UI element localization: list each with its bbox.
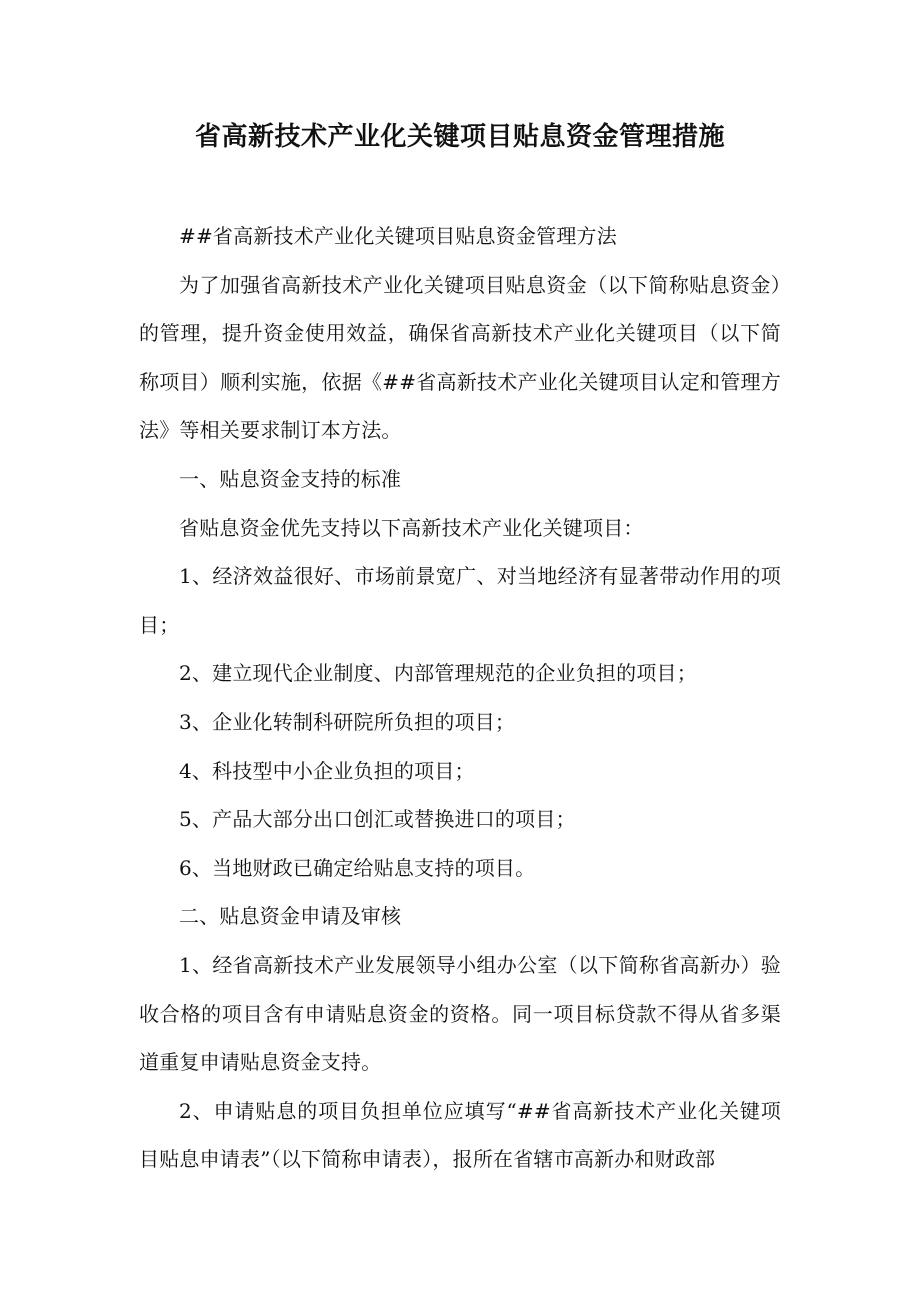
list-item: 1、经省高新技术产业发展领导小组办公室（以下简称省高新办）验收合格的项目含有申请贴息资金的资格。同一项目标贷款不得从省多渠道重复申请贴息资金支持。 (139, 952, 781, 1075)
list-item: 2、申请贴息的项目负担单位应填写“##省高新技术产业化关键项目贴息申请表”（以下简称申请表），报所在省辖市高新办和财政部 (139, 1098, 781, 1172)
section-heading-1: 一、贴息资金支持的标准 (179, 466, 402, 491)
paragraph-heading: ##省高新技术产业化关键项目贴息资金管理方法 (179, 224, 617, 248)
document-title: 省高新技术产业化关键项目贴息资金管理措施 (194, 122, 725, 152)
list-item: 6、当地财政已确定给贴息支持的项目。 (179, 855, 536, 880)
list-item: 4、科技型中小企业负担的项目； (179, 758, 475, 783)
list-item: 3、企业化转制科研院所负担的项目； (179, 709, 516, 734)
paragraph: 省贴息资金优先支持以下高新技术产业化关键项目： (179, 515, 644, 540)
document-body (139, 212, 781, 1184)
list-item: 2、建立现代企业制度、内部管理规范的企业负担的项目； (179, 661, 697, 686)
list-item: 5、产品大部分出口创汇或替换进口的项目； (179, 807, 576, 832)
section-heading-2: 二、贴息资金申请及审核 (179, 904, 402, 929)
paragraph-intro: 为了加强省高新技术产业化关键项目贴息资金（以下简称贴息资金）的管理，提升资金使用效益，确保省高新技术产业化关键项目（以下简称项目）顺利实施，依据《##省高新技术产业化关键项目认定和管理方法》等相关要求制订本方法。 (139, 272, 781, 443)
list-item: 1、经济效益很好、市场前景宽广、对当地经济有显著带动作用的项目； (139, 564, 781, 637)
